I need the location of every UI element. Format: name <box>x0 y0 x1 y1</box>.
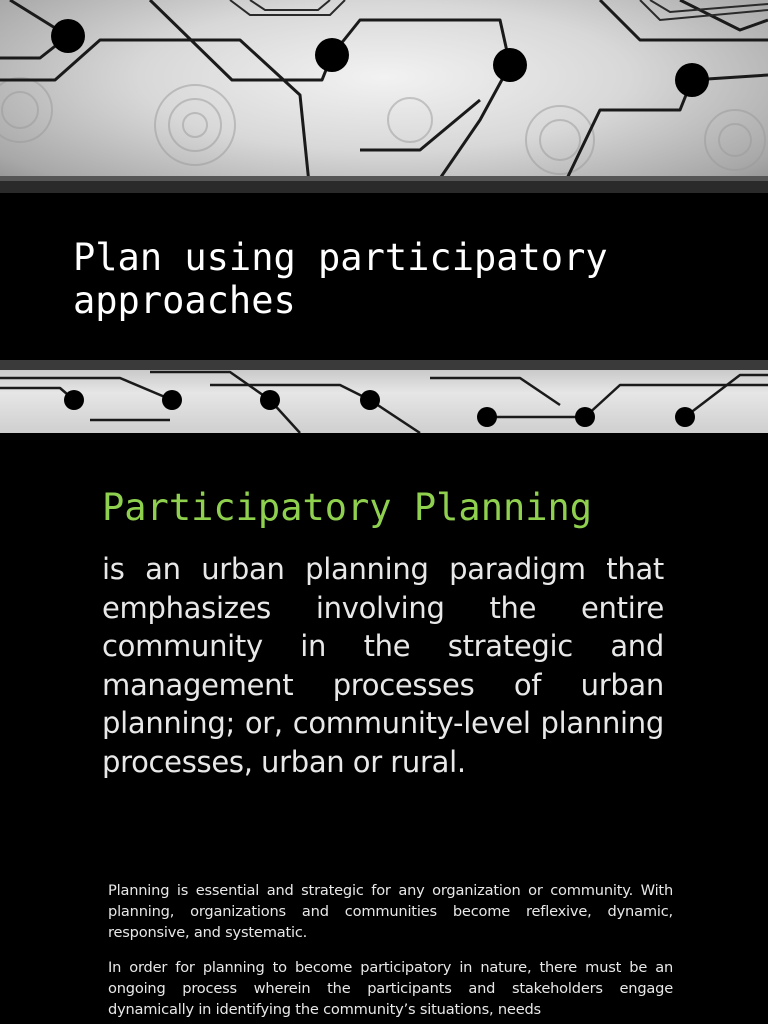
slide-title: Plan using participatory approaches <box>73 236 608 322</box>
title-slide <box>0 0 768 433</box>
circuit-traces-top <box>0 0 768 193</box>
circuit-board-banner-top <box>0 0 768 193</box>
circuit-board-banner-bottom <box>0 360 768 433</box>
content-slide <box>0 433 768 1024</box>
definition-text: is an urban planning paradigm that emphasizes involving the entire community in the strategic and management processes of urban planning; or, community-level planning processes, urban or rural. <box>102 552 664 779</box>
body-paragraph: Planning is essential and strategic for any organization or community. With planning, organizations and communities become reflexive, dynamic, responsive, and systematic. <box>108 882 673 941</box>
body-paragraph: In order for planning to become participatory in nature, there must be an ongoing process wherein the participants and stakeholders engage dynamically in identifying the community’s situations, needs <box>108 959 673 1018</box>
circuit-traces-bottom <box>0 360 768 433</box>
slide-heading: Participatory Planning <box>102 486 593 529</box>
